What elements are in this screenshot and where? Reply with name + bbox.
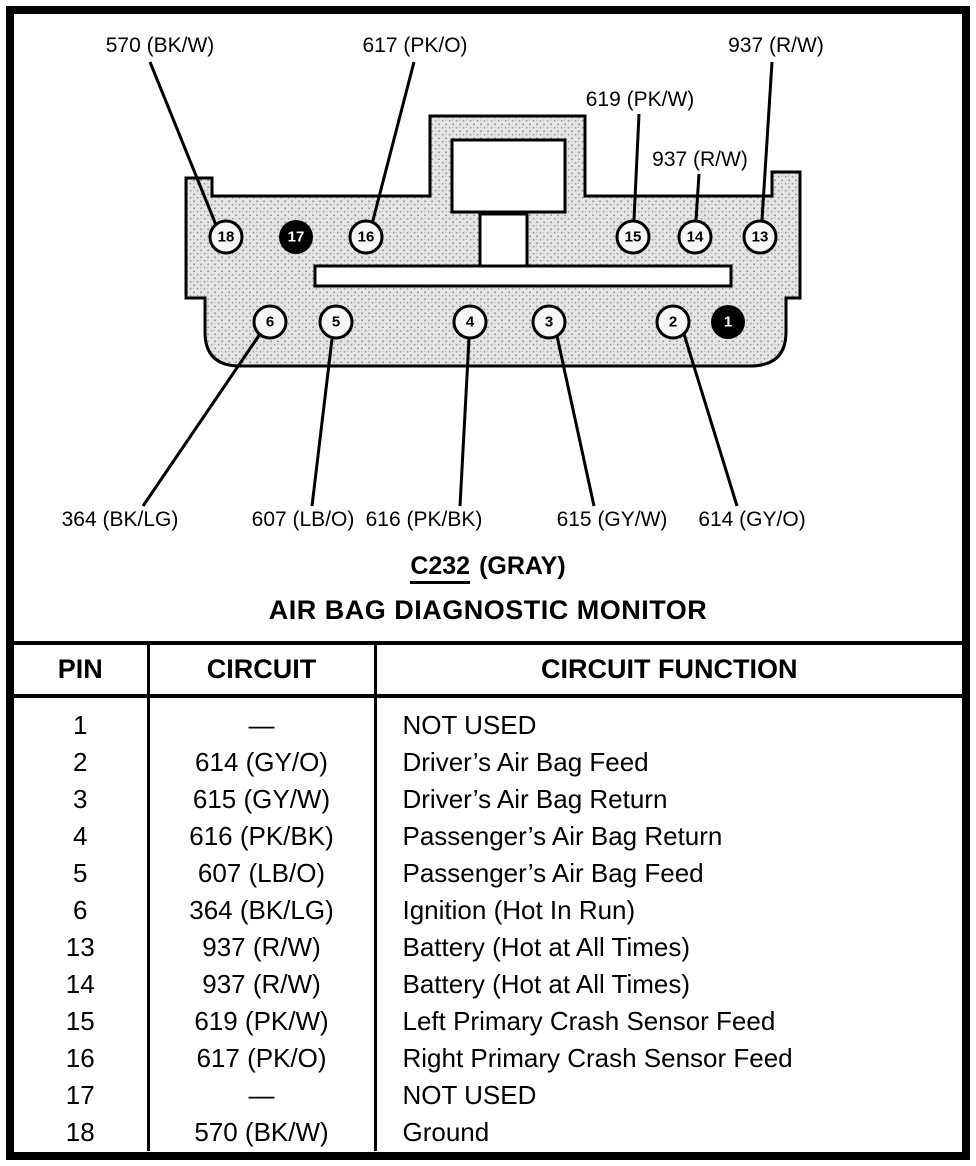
pin-cell: 15 xyxy=(65,1006,95,1036)
svg-text:16: 16 xyxy=(357,228,375,246)
pin-15 xyxy=(617,221,649,253)
wire-label-pin4: 616 (PK/BK) xyxy=(365,508,483,531)
function-cell: Left Primary Crash Sensor Feed xyxy=(375,1003,962,1040)
svg-text:17: 17 xyxy=(287,228,305,246)
wire-label-pin18: 570 (BK/W) xyxy=(105,34,215,57)
function-cell: Battery (Hot at All Times) xyxy=(375,929,962,966)
table-row xyxy=(14,966,962,1003)
table-row xyxy=(14,744,962,781)
function-cell: Driver’s Air Bag Feed xyxy=(375,744,962,781)
connector-neck xyxy=(480,214,527,266)
pin-2 xyxy=(657,306,689,338)
pin-cell: 16 xyxy=(65,1043,95,1073)
function-cell: Right Primary Crash Sensor Feed xyxy=(375,1040,962,1077)
svg-text:18: 18 xyxy=(217,228,235,246)
pin-1 xyxy=(711,305,745,339)
connector-diagram xyxy=(14,14,962,641)
svg-text:13: 13 xyxy=(751,228,769,246)
table-row xyxy=(14,1003,962,1040)
circuit-cell: 607 (LB/O) xyxy=(148,855,375,892)
page-frame xyxy=(6,6,970,1160)
svg-text:14: 14 xyxy=(686,228,704,246)
pin-cell: 13 xyxy=(65,932,95,962)
table-header-row xyxy=(14,643,962,696)
pin-cell: 18 xyxy=(65,1117,95,1147)
circuit-cell: 364 (BK/LG) xyxy=(148,892,375,929)
connector-id: C232 xyxy=(410,552,470,584)
leader-line-pin6 xyxy=(143,334,260,506)
pinout-table xyxy=(14,641,962,1151)
table-row xyxy=(14,818,962,855)
wire-label-pin2: 614 (GY/O) xyxy=(698,508,806,531)
header-pin: PIN xyxy=(14,643,148,696)
function-cell: Passenger’s Air Bag Return xyxy=(375,818,962,855)
connector-key-slot xyxy=(315,266,731,286)
header-circuit: CIRCUIT xyxy=(148,643,375,696)
svg-text:6: 6 xyxy=(265,313,275,331)
connector-svg xyxy=(14,14,962,641)
table-row xyxy=(14,1114,962,1151)
svg-text:3: 3 xyxy=(544,313,554,331)
pin-13 xyxy=(744,221,776,253)
circuit-cell: 937 (R/W) xyxy=(148,929,375,966)
table-row xyxy=(14,1040,962,1077)
pin-cell: 3 xyxy=(73,784,88,814)
pin-cell: 2 xyxy=(73,747,88,777)
svg-text:1: 1 xyxy=(723,313,733,331)
function-cell: Ground xyxy=(375,1114,962,1151)
leader-line-pin18 xyxy=(150,62,216,225)
table-row xyxy=(14,1077,962,1114)
wire-label-pin6: 364 (BK/LG) xyxy=(61,508,179,531)
pin-18 xyxy=(210,221,242,253)
function-cell: Passenger’s Air Bag Feed xyxy=(375,855,962,892)
svg-text:15: 15 xyxy=(624,228,642,246)
connector-color: (GRAY) xyxy=(479,552,566,580)
circuit-cell: 619 (PK/W) xyxy=(148,1003,375,1040)
svg-text:4: 4 xyxy=(465,313,475,331)
function-cell: NOT USED xyxy=(375,1077,962,1114)
connector-caption xyxy=(14,552,962,581)
wire-label-pin3: 615 (GY/W) xyxy=(556,508,668,531)
svg-text:2: 2 xyxy=(668,313,678,331)
wire-label-pin16: 617 (PK/O) xyxy=(362,34,468,57)
table-row xyxy=(14,892,962,929)
svg-text:5: 5 xyxy=(331,313,341,331)
pin-cell: 14 xyxy=(65,969,95,999)
table-row xyxy=(14,929,962,966)
pin-16 xyxy=(350,221,382,253)
pin-3 xyxy=(533,306,565,338)
pin-14 xyxy=(679,221,711,253)
diagram-title: AIR BAG DIAGNOSTIC MONITOR xyxy=(268,595,708,625)
function-cell: Ignition (Hot In Run) xyxy=(375,892,962,929)
pin-6 xyxy=(254,306,286,338)
pin-cell: 4 xyxy=(73,821,88,851)
circuit-cell: 614 (GY/O) xyxy=(148,744,375,781)
circuit-cell: 616 (PK/BK) xyxy=(148,818,375,855)
wire-label-pin15: 619 (PK/W) xyxy=(585,88,695,111)
pin-17 xyxy=(279,220,313,254)
circuit-cell: — xyxy=(148,696,375,744)
table-row xyxy=(14,855,962,892)
pin-cell: 6 xyxy=(73,895,88,925)
wire-label-pin5: 607 (LB/O) xyxy=(251,508,355,531)
circuit-cell: — xyxy=(148,1077,375,1114)
pin-5 xyxy=(320,306,352,338)
pin-cell: 17 xyxy=(65,1080,95,1110)
pin-4 xyxy=(454,306,486,338)
circuit-cell: 570 (BK/W) xyxy=(148,1114,375,1151)
circuit-cell: 615 (GY/W) xyxy=(148,781,375,818)
function-cell: Battery (Hot at All Times) xyxy=(375,966,962,1003)
circuit-cell: 617 (PK/O) xyxy=(148,1040,375,1077)
pin-cell: 5 xyxy=(73,858,88,888)
circuit-cell: 937 (R/W) xyxy=(148,966,375,1003)
header-circuit-function: CIRCUIT FUNCTION xyxy=(375,643,962,696)
wire-label-pin13: 937 (R/W) xyxy=(728,34,824,57)
function-cell: Driver’s Air Bag Return xyxy=(375,781,962,818)
function-cell: NOT USED xyxy=(375,696,962,744)
connector-tab-window xyxy=(452,140,565,212)
wire-label-pin14: 937 (R/W) xyxy=(652,148,748,171)
table-row xyxy=(14,696,962,744)
pin-cell: 1 xyxy=(73,710,88,740)
table-row xyxy=(14,781,962,818)
